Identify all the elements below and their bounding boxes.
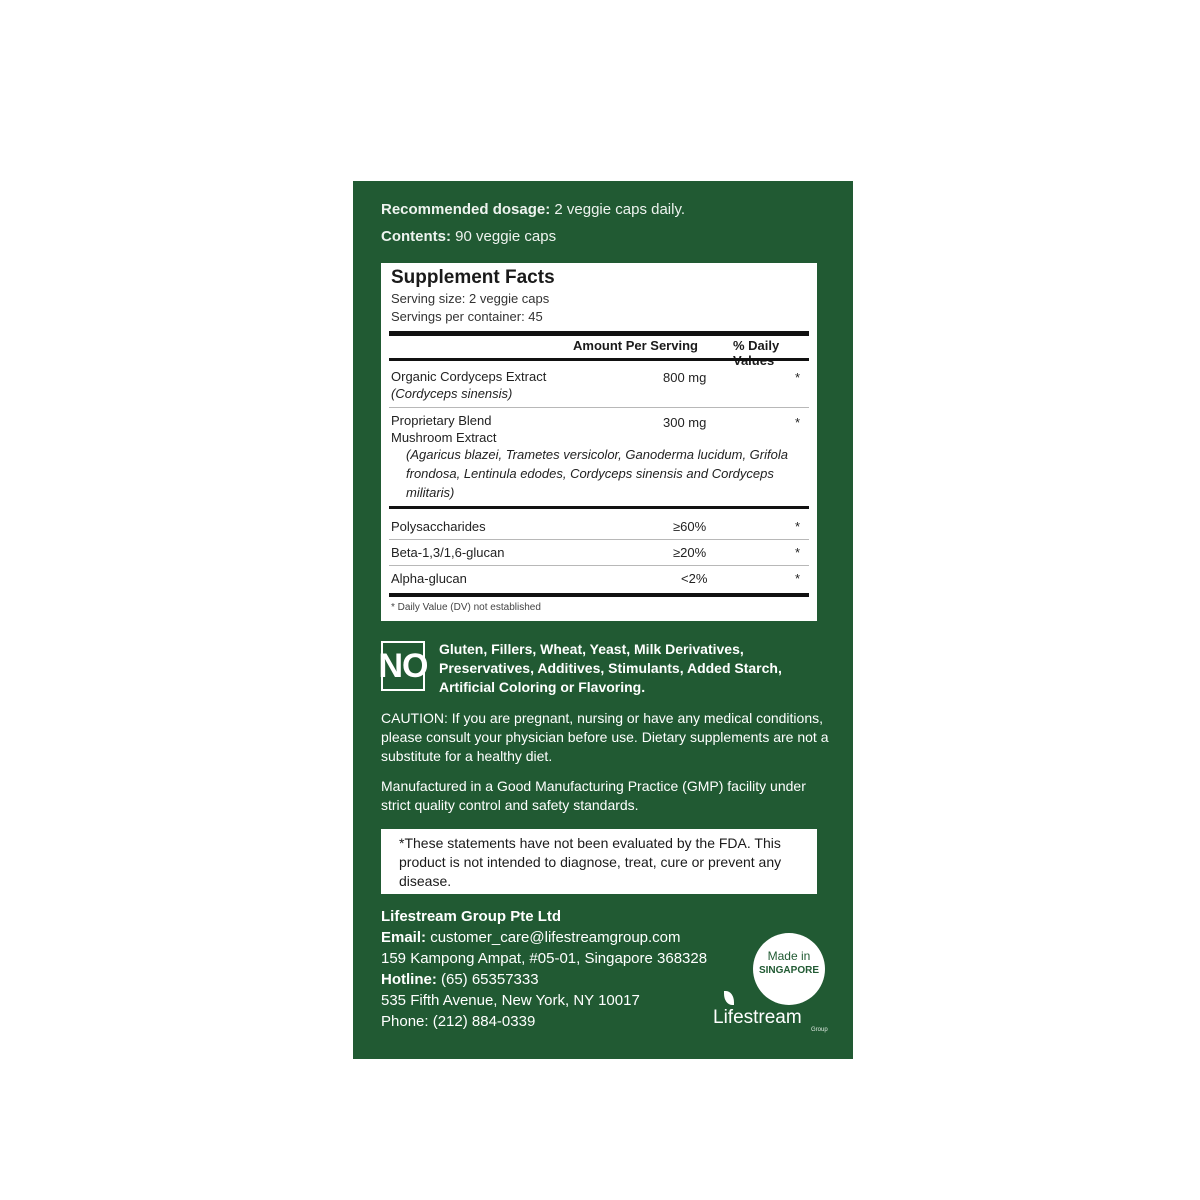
email-label: Email: bbox=[381, 929, 427, 946]
hotline-value: (65) 65357333 bbox=[441, 971, 539, 988]
contents-line bbox=[381, 228, 556, 245]
compound-dv: * bbox=[795, 571, 801, 586]
row-name: Organic Cordyceps Extract bbox=[391, 369, 547, 384]
caution-text: CAUTION: If you are pregnant, nursing or have any medical conditions, please consult your physician before use. Dietary supplements are not a substitute for a healthy diet. bbox=[381, 710, 829, 764]
row-name-line2: Mushroom Extract bbox=[391, 430, 497, 445]
row-dv: * bbox=[795, 370, 801, 385]
address-us: 535 Fifth Avenue, New York, NY 10017 bbox=[381, 992, 640, 1009]
compound-amount: <2% bbox=[681, 571, 708, 586]
seal-line2: SINGAPORE bbox=[758, 965, 819, 976]
row-divider bbox=[389, 407, 809, 408]
compound-name: Beta-1,3/1,6-glucan bbox=[391, 545, 505, 560]
compound-name: Alpha-glucan bbox=[391, 571, 467, 586]
seal-line1: Made in bbox=[767, 949, 811, 963]
dosage-label: Recommended dosage: bbox=[381, 201, 551, 218]
no-badge: NO bbox=[381, 641, 425, 691]
servings-per-container: Servings per container: 45 bbox=[391, 309, 543, 324]
hotline-label: Hotline: bbox=[381, 971, 437, 988]
address-singapore: 159 Kampong Ampat, #05-01, Singapore 368328 bbox=[381, 950, 708, 967]
row-divider bbox=[389, 539, 809, 540]
contents-value: 90 veggie caps bbox=[455, 228, 557, 245]
compound-dv: * bbox=[795, 545, 801, 560]
free-from-list: Gluten, Fillers, Wheat, Yeast, Milk Derivatives, Preservatives, Additives, Stimulants, Added Starch, Artificial Coloring or Flavoring. bbox=[439, 641, 782, 695]
email-line bbox=[381, 929, 681, 946]
facts-rule-header bbox=[389, 358, 809, 361]
gmp-text: Manufactured in a Good Manufacturing Practice (GMP) facility under strict quality control and safety standards. bbox=[381, 778, 806, 813]
dv-header: % Daily bbox=[733, 338, 780, 353]
email-value: customer_care@lifestreamgroup.com bbox=[430, 929, 681, 946]
facts-rule-top bbox=[389, 331, 809, 336]
made-in-singapore-seal bbox=[753, 933, 825, 1005]
dosage-line bbox=[381, 201, 685, 218]
facts-title: Supplement Facts bbox=[391, 267, 555, 288]
row-amount: 800 mg bbox=[663, 370, 707, 385]
blend-detail: (Agaricus blazei, Trametes versicolor, Ganoderma lucidum, Grifola frondosa, Lentinula edodes, Cordyceps sinensis and Cordyceps militaris) bbox=[406, 447, 788, 500]
hotline-line bbox=[381, 971, 539, 988]
compound-amount: ≥60% bbox=[673, 519, 707, 534]
serving-size: Serving size: 2 veggie caps bbox=[391, 291, 550, 306]
brand-name: Lifestream bbox=[713, 1007, 802, 1028]
compound-amount: ≥20% bbox=[673, 545, 707, 560]
row-dv: * bbox=[795, 415, 801, 430]
label-panel bbox=[353, 181, 853, 1059]
facts-rule-bottom bbox=[389, 593, 809, 597]
company-name: Lifestream Group Pte Ltd bbox=[381, 908, 562, 925]
row-divider bbox=[389, 565, 809, 566]
leaf-icon bbox=[724, 991, 734, 1005]
facts-footnote: * Daily Value (DV) not established bbox=[391, 602, 541, 613]
dosage-value: 2 veggie caps daily. bbox=[554, 201, 686, 218]
facts-rule-mid bbox=[389, 506, 809, 509]
compound-name: Polysaccharides bbox=[391, 519, 486, 534]
compound-dv: * bbox=[795, 519, 801, 534]
row-name: Proprietary Blend bbox=[391, 413, 492, 428]
row-amount: 300 mg bbox=[663, 415, 707, 430]
amount-header: Amount Per Serving bbox=[573, 338, 698, 353]
fda-disclaimer: *These statements have not been evaluated by the FDA. This product is not intended to diagnose, treat, cure or prevent any disease. bbox=[381, 829, 817, 894]
row-subname: (Cordyceps sinensis) bbox=[391, 386, 513, 401]
phone-line: Phone: (212) 884-0339 bbox=[381, 1013, 536, 1030]
contents-label: Contents: bbox=[381, 228, 451, 245]
brand-sub: Group bbox=[811, 1027, 828, 1033]
lifestream-logo bbox=[713, 1007, 828, 1033]
supplement-facts-panel bbox=[381, 263, 817, 621]
